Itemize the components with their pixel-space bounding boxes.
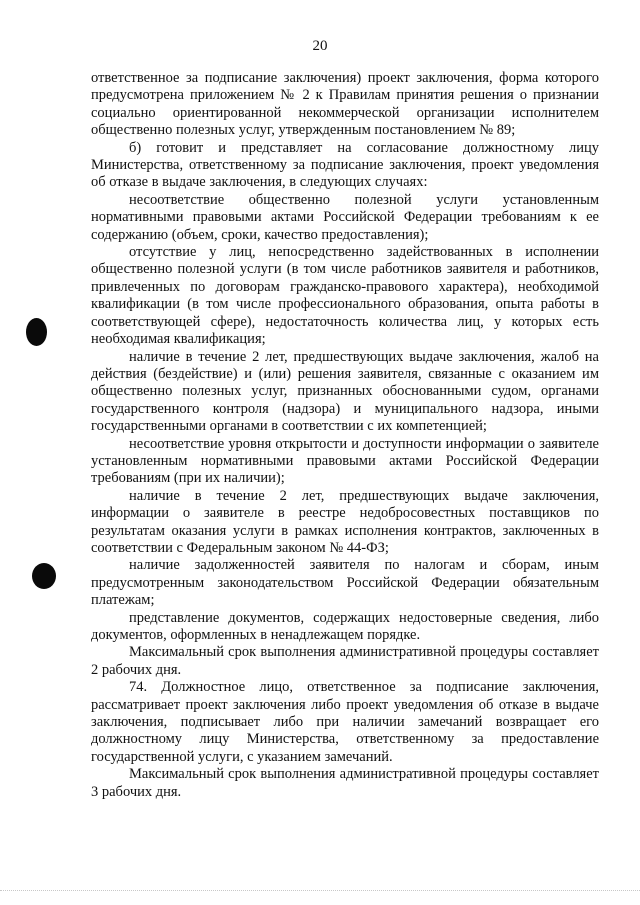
binder-hole-mark bbox=[32, 563, 56, 589]
paragraph-max-term-2-days: Максимальный срок выполнения административной процедуры составляет 2 рабочих дня. bbox=[91, 644, 599, 678]
binder-hole-mark bbox=[26, 318, 47, 346]
paragraph-openness: несоответствие уровня открытости и доступности информации о заявителе установленным нормативными правовыми актами Российской Федерации требованиям (при их наличии); bbox=[91, 435, 599, 487]
paragraph-unfair-suppliers: наличие в течение 2 лет, предшествующих выдаче заключения, информации о заявителе в реестре недобросовестных поставщиков по результатам оказания услуги в рамках исполнения контрактов, заключенных в соответствии с Федеральным законом № 44-ФЗ; bbox=[91, 487, 599, 556]
paragraph-tax-debts: наличие задолженностей заявителя по налогам и сборам, иным предусмотренным законодательством Российской Федерации обязательным платежам; bbox=[91, 557, 599, 609]
paragraph-continuation: ответственное за подписание заключения) проект заключения, форма которого предусмотрена приложением № 2 к Правилам принятия решения о признании социально ориентированной некоммерческой организации исполнителем общественно полезных услуг, утвержденным постановлением № 89; bbox=[91, 70, 599, 139]
paragraph-complaints: наличие в течение 2 лет, предшествующих выдаче заключения, жалоб на действия (бездействие) и (или) решения заявителя, связанные с оказанием им общественно полезных услуг, признанных обоснованными судом, органами государственного контроля (надзора) и муниципального надзора, иными государственными органами в соответствии с их компетенцией; bbox=[91, 348, 599, 435]
paragraph-service-mismatch: несоответствие общественно полезной услуги установленным нормативными правовыми актами Российской Федерации требованиям к ее содержанию (объем, сроки, качество предоставления); bbox=[91, 191, 599, 243]
paragraph-74: 74. Должностное лицо, ответственное за подписание заключения, рассматривает проект заключения либо проект уведомления об отказе в выдаче заключения, подписывает либо при наличии замечаний возвращает его должностному лицу Министерства, ответственному за предоставление государственной услуги, с указанием замечаний. bbox=[91, 679, 599, 765]
paragraph-false-documents: представление документов, содержащих недостоверные сведения, либо документов, оформленных в ненадлежащем порядке. bbox=[91, 609, 599, 643]
paragraph-b-refusal-notice: б) готовит и представляет на согласование должностному лицу Министерства, ответственному за подписание заключения, проект уведомления об отказе в выдаче заключения, в следующих случаях: bbox=[91, 139, 599, 191]
page-number: 20 bbox=[312, 38, 328, 54]
document-body bbox=[91, 70, 599, 801]
scan-edge-line bbox=[0, 890, 640, 891]
paragraph-qualification-absence: отсутствие у лиц, непосредственно задействованных в исполнении общественно полезной услуги (в том числе работников заявителя и работников, привлеченных по договорам гражданско-правового характера), необходимой квалификации (в том числе профессионального образования, опыта работы в соответствующей сфере), недостаточность количества лиц, у которых есть необходимая квалификация; bbox=[91, 244, 599, 348]
paragraph-max-term-3-days: Максимальный срок выполнения административной процедуры составляет 3 рабочих дня. bbox=[91, 766, 599, 800]
